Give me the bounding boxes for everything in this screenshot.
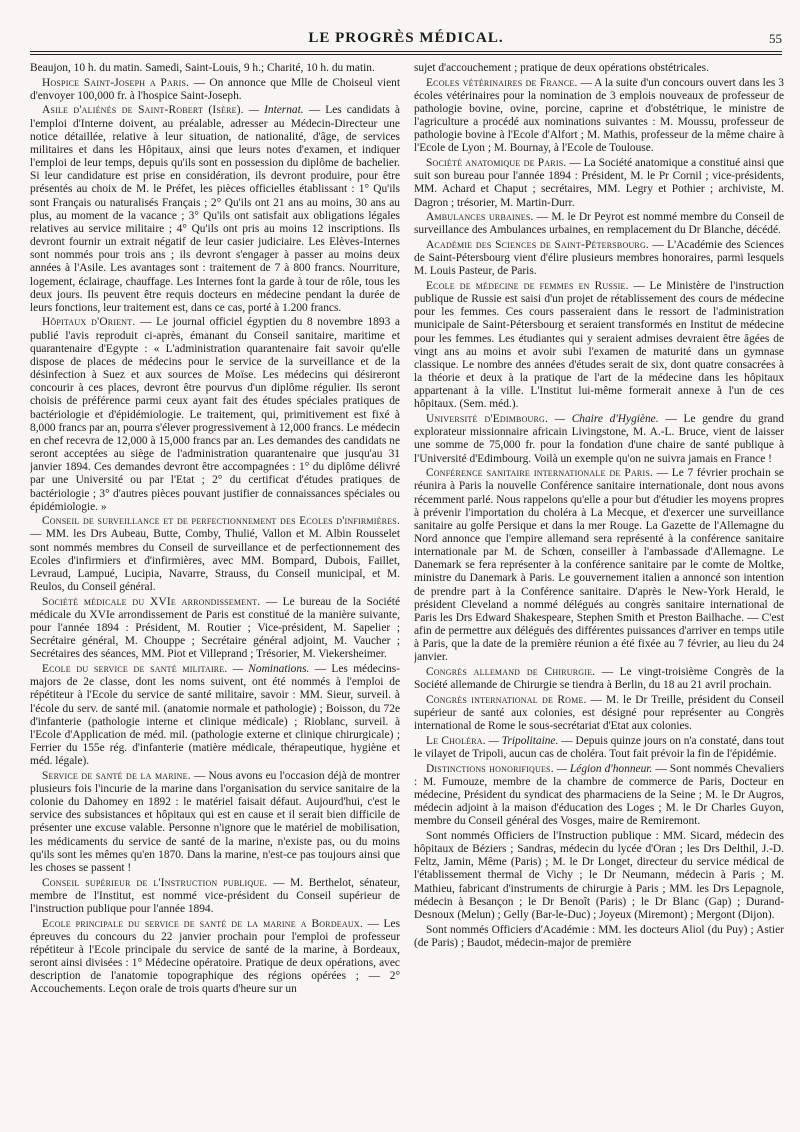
news-item-heading: Université d'Edimbourg. bbox=[426, 413, 549, 426]
news-item bbox=[30, 515, 400, 594]
news-item bbox=[30, 663, 400, 768]
page-header bbox=[30, 26, 782, 50]
journal-title: LE PROGRÈS MÉDICAL. bbox=[308, 30, 504, 46]
news-item-heading: Ecole principale du service de santé de la marine a Bordeaux. bbox=[42, 917, 363, 930]
news-item bbox=[414, 239, 784, 278]
news-item-text: — Les épreuves du concours du 22 janvier prochain pour l'emploi de professeur répétiteur à l'Ecole principale du service de santé de la marine, à Bordeaux, seront ainsi divisées : 1° Médecine opératoire. Pratique de deux opérations, avec description de l'anatomie topographique des régions opérées ; — 2° Accouchements. Leçon orale de trois quarts d'heure sur un bbox=[30, 917, 400, 996]
news-item-text: Sont nommés Officiers de l'Instruction publique : MM. Sicard, médecin des hôpitaux de Béziers ; Sandras, médecin du lycée d'Oran ; les Drs Delthil, J.-D. Feltz, Jamin, Même (Paris) ; M. le Dr Longet, directeur du service médical de l'établissement thermal de Vichy ; le Dr Neumann, médecin à Paris ; M. Mathieu, fabricant d'instruments de chirurgie à Paris ; MM. les Drs Lepagnole, médecin à Besançon ; le Dr Benoît (Paris) ; le Dr Blanc (Gap) ; Durand-Desnoux (Melun) ; Gelly (Bar-le-Duc) ; Joyeux (Miremont) ; Mergont (Dijon). bbox=[414, 829, 784, 921]
news-item bbox=[414, 830, 784, 922]
news-item bbox=[414, 735, 784, 761]
news-item bbox=[414, 211, 784, 237]
news-item-text: — Le Ministère de l'instruction publique de Russie est saisi d'un projet de rétablissement des cours de médecine pour les femmes. Ces cours passeraient dans le ressort de l'administration municipale de Saint-Pétersbourg et seraient transformés en Institut de médecine pour les femmes. Les étudiantes qui y seraient admises devraient être âgées de vingt ans au moins et avoir subi l'examen de maturité dans un gymnase classique. Le nombre des années d'études serait de six, dont quatre consacrées à la théorie et deux à la pratique de l'art de la médecine dans les hôpitaux appartenant à la ville. L'Institut lui-même formerait annexe à l'un de ces hôpitaux. (Sem. méd.). bbox=[414, 280, 784, 411]
news-item-text: — Depuis quinze jours on n'a constaté, dans tout le vilayet de Tripoli, aucun cas de choléra. Tout fait prévoir la fin de l'épidémie. bbox=[414, 734, 784, 760]
news-item-heading: Asile d'aliénés de Saint-Robert (Isère). bbox=[42, 104, 244, 117]
news-item-text: — Nous avons eu l'occasion déjà de montrer plusieurs fois l'incurie de la marine dans l'organisation du service sanitaire de la colonie du Dahomey en 1892 : le matériel faisait défaut. Aujourd'hui, c'est le service des subsistances et hôpitaux qui est en cause et il serait bien difficile de présenter une excuse valable. Personne n'ignore que le matériel de mobilisation, les médicaments du service de santé de la marine, n'existe pas, ou du moins qu'ils sont les mêmes qu'en 1870. Dans la marine, n'est-ce pas toujours ainsi que les choses se passent ! bbox=[30, 769, 400, 874]
news-item bbox=[414, 62, 784, 75]
news-item-text: — Le vingt-troisième Congrès de la Société allemande de Chirurgie se tiendra à Berlin, du 18 au 21 avril prochain. bbox=[414, 666, 784, 692]
news-item-subheading: — Internat. bbox=[243, 104, 304, 117]
news-item bbox=[414, 413, 784, 466]
news-item bbox=[30, 877, 400, 916]
news-item-heading: Conseil de surveillance et de perfectionnement des Ecoles d'infirmières. bbox=[42, 515, 400, 528]
news-item bbox=[414, 666, 784, 692]
right-column bbox=[414, 62, 784, 1122]
news-item-text: — Le gendre du grand explorateur missionnaire africain Livingstone, M. A.-L. Bruce, vient de laisser une somme de 75,000 fr. pour la fondation d'une chaire de santé publique à l'Université d'Edimbourg. Voilà un exemple qu'on ne suivra jamais en France ! bbox=[414, 413, 784, 465]
news-item-heading: Distinctions honorifiques. bbox=[426, 762, 554, 775]
news-item-text: — MM. les Drs Aubeau, Butte, Comby, Thulié, Vallon et M. Albin Rousselet sont nommés membres du Conseil de surveillance et de perfectionnement des Ecoles d'infirmiers et d'infirmières, avec MM. Bompard, Dubois, Faillet, Levraud, Lampué, Lucipia, Navarre, Strauss, du Conseil municipal, et M. Reulos, du Conseil général. bbox=[30, 528, 400, 594]
news-item bbox=[30, 62, 400, 75]
news-item-text: — Les médecins-majors de 2e classe, dont les noms suivent, ont été nommés à l'emploi de répétiteur à l'Ecole du service de santé militaire, savoir : MM. Sieur, surveil. à l'école du serv. de santé mil. (anatomie normale et pathologie) ; Boisson, du 72e d'infanterie (pathologie interne et clinique médicale) ; Rioblanc, surveil. à l'Ecole d'Application de méd. mil. (pathologie externe et clinique chirurgicale) ; Ferrier du 155e rég. d'infanterie (matière médicale, thérapeutique, hygiène et méd. légale). bbox=[30, 663, 400, 768]
news-item-text: — On annonce que Mlle de Choiseul vient d'envoyer 100,000 fr. à l'hospice Saint-Joseph. bbox=[30, 76, 400, 102]
news-item-text: — Le bureau de la Société médicale du XVIe arrondissement de Paris est constitué de la manière suivante, pour l'année 1894 : Président, M. Routier ; Vice-président, M. Sapelier ; Secrétaire général, M. Chouppe ; Secrétaire général adjoint, M. Vaucher ; Secrétaires des séances, MM. Piot et Villeprand ; Trésorier, M. Viekersheimer. bbox=[30, 595, 400, 661]
news-item bbox=[30, 104, 400, 315]
news-item-subheading: — Tripolitaine. bbox=[485, 734, 559, 747]
news-item-text: — Les candidats à l'emploi d'Interne doivent, au préalable, adresser au Médecin-Directeur une notice détaillée, relative à leur situation, de nationalité, d'âge, de services militaires et dans les Hôpitaux, ainsi que leurs notes d'examen, et indiquer l'emploi de leur temps, depuis qu'ils sont en possession du diplôme de bachelier. Si leur candidature est prise en considération, ils devront produire, pour être présentés au choix de M. le Préfet, les pièces officielles établissant : 1° Qu'ils sont Français ou naturalisés Français ; 2° Qu'ils ont 21 ans au moins, 30 ans au plus, au moment de la vacance ; 3° Qu'ils ont satisfait aux obligations légales relatives au service militaire ; 4° Qu'ils ont pris au moins 12 inscriptions. Ils devront fournir un extrait négatif de leur casier judiciaire. Les Elèves-Internes sont nommés pour trois ans ; ils devront s'engager à passer au moins deux années à l'Asile. Les avantages sont : traitement de 7 à 800 francs. Nourriture, logement, éclairage, chauffage. Les Internes font la garde à tour de rôle, tous les deux jours. Ils peuvent être requis docteurs en médecine pendant la durée de leurs fonctions, leur traitement est, dans ce cas, porté à 1.200 francs. bbox=[30, 104, 400, 314]
news-item-text: — L'Académie des Sciences de Saint-Pétersbourg vient d'élire plusieurs membres honoraires, parmi lesquels M. Louis Pasteur, de Paris. bbox=[414, 239, 784, 278]
news-item-text: Beaujon, 10 h. du matin. Samedi, Saint-Louis, 9 h.; Charité, 10 h. du matin. bbox=[30, 62, 375, 74]
news-item bbox=[414, 763, 784, 829]
news-item-heading: Le Choléra. bbox=[426, 734, 486, 747]
news-item bbox=[414, 157, 784, 210]
news-item-heading: Service de santé de la marine. bbox=[42, 769, 191, 782]
page-number: 55 bbox=[769, 31, 782, 46]
left-column bbox=[30, 62, 400, 1122]
news-item bbox=[414, 280, 784, 412]
news-item-heading: Société anatomique de Paris. bbox=[426, 157, 567, 170]
news-item-text: — Le 7 février prochain se réunira à Paris la nouvelle Conférence sanitaire internationale, dont nous avons récemment parlé. Nous rappelons qu'elle a pour but d'étudier les moyens propres à prévenir l'importation du choléra à La Mecque, et d'exercer une surveillance sanitaire au golfe Persique et dans la mer Rouge. La Gazette de l'Allemagne du Nord annonce que l'empire allemand sera représenté à la conférence sanitaire internationale par M. de Schœn, conseiller à l'ambassade d'Allemagne. Le Danemark se fera représenter à la conférence sanitaire par le comte de Moltke, ministre du Danemark à Paris. Le gouvernement italien a annoncé son intention de prendre part à la Conférence sanitaire. D'après le New-York Herald, le président Cleveland a nommé délégués au congrès sanitaire international de Paris les Drs Edward Shakespeare, Stephen Smith et Preston Bailhache. — C'est afin de permettre aux délégués des différentes puissances d'arriver en temps utile à Paris, que la date de la première réunion a été fixée au 7 février, au lieu du 24 janvier. bbox=[414, 467, 784, 664]
news-item bbox=[30, 596, 400, 662]
news-item-heading: Académie des Sciences de Saint-Pétersbourg. bbox=[426, 239, 649, 252]
news-item bbox=[414, 924, 784, 950]
news-item-heading: Congrès international de Rome. bbox=[426, 693, 587, 706]
news-item bbox=[414, 467, 784, 664]
news-item-subheading: — Légion d'honneur. bbox=[553, 762, 653, 775]
news-item bbox=[414, 77, 784, 156]
news-item-heading: Hospice Saint-Joseph a Paris. bbox=[42, 76, 190, 89]
news-item-text: Sont nommés Officiers d'Académie : MM. les docteurs Aliol (du Puy) ; Astier (de Paris) ; Baudot, médecin-major de première bbox=[414, 923, 784, 949]
news-item-subheading: — Nominations. bbox=[227, 663, 310, 676]
news-item-heading: Ambulances urbaines. bbox=[426, 211, 534, 224]
news-item-heading: Ecole de médecine de femmes en Russie. bbox=[426, 280, 629, 292]
news-item-text: sujet d'accouchement ; pratique de deux opérations obstétricales. bbox=[414, 62, 709, 74]
news-item-heading: Ecole du service de santé militaire. bbox=[42, 663, 228, 676]
news-item bbox=[30, 316, 400, 513]
news-item-heading: Conférence sanitaire internationale de Paris. bbox=[426, 467, 654, 480]
header-rule bbox=[30, 51, 782, 52]
news-item bbox=[30, 918, 400, 997]
header-rule-double bbox=[30, 54, 782, 55]
news-item-text: — M. le Dr Peyrot est nommé membre du Conseil de surveillance des Ambulances urbaines, en remplacement du Dr Blanche, décédé. bbox=[414, 211, 784, 237]
news-item-text: — La Société anatomique a constitué ainsi que suit son bureau pour l'année 1894 : Président, M. le Pr Cornil ; vice-présidents, MM. Achard et Chaput ; secrétaires, MM. Legry et Pothier ; archiviste, M. Dagron ; trésorier, M. Martin-Durr. bbox=[414, 157, 784, 209]
news-item-text: — M. Berthelot, sénateur, membre de l'Institut, est nommé vice-président du Conseil supérieur de l'instruction publique pour l'année 1894. bbox=[30, 876, 400, 915]
news-item-subheading: — Chaire d'Hygiène. bbox=[548, 413, 659, 426]
news-item-text: — M. le Dr Treille, président du Conseil supérieur de santé aux colonies, est désigné pour représenter au Congrès international de Rome le sous-secrétariat d'Etat aux colonies. bbox=[414, 693, 784, 733]
news-item-text: — Sont nommés Chevaliers : M. Fumouze, membre de la chambre de commerce de Paris, Docteur en médecine, Président du syndicat des pharmaciens de la Seine ; M. le Dr Augros, médecin adjoint à la maison d'éducation des Loges ; M. le Dr Charles Guyon, membre du Conseil général des Vosges, maire de Remiremont. bbox=[414, 762, 784, 828]
news-item-heading: Société médicale du XVIe arrondissement. bbox=[42, 595, 261, 608]
news-item-heading: Ecoles vétérinaires de France. bbox=[426, 76, 578, 89]
news-item-heading: Congrès allemand de Chirurgie. bbox=[426, 666, 596, 679]
news-item-text: — Le journal officiel égyptien du 8 novembre 1893 a publié l'avis reproduit ci-après, émanant du Conseil sanitaire, maritime et quarantenaire d'Egypte : « L'administration quarantenaire fait savoir qu'elle dispose de places de médecins pour le service de la surveillance et de la désinfection à Suez et aux sources de Moïse. Les médecins qui désireront concourir à ces places, devront être pourvus d'un diplôme régulier. Ils seront choisis de préférence parmi ceux ayant fait des études spéciales pratiques de bactériologie et d'épidémiologie. Le traitement, qui, primitivement est fixé à 8,000 francs par an, pourra s'élever progressivement à 12,000 francs. Le médecin en chef recevra de 12,000 à 15,000 francs par an. Les demandes des candidats ne seront acceptées au siège de l'administration quarantenaire que jusqu'au 31 janvier 1894. Ces demandes devront être accompagnées : 1° du diplôme délivré par une Université ou par l'Etat ; 2° du certificat d'études pratiques de bactériologie ; 3° d'autres pièces pouvant justifier de connaissances spéciales ou épidémiologie. » bbox=[30, 316, 400, 513]
news-item-heading: Conseil supérieur de l'Instruction publique. bbox=[42, 876, 268, 889]
news-item-heading: Hôpitaux d'Orient. bbox=[42, 316, 136, 329]
news-item bbox=[30, 77, 400, 103]
news-item-text: — A la suite d'un concours ouvert dans les 3 écoles vétérinaires pour la nomination de 3 emplois nouveaux de professeur de pathologie bovine, ovine, porcine, caprine et d'obstétrique, le ministre de l'agriculture a procédé aux nominations suivantes : M. Moussu, professeur de pathologie bovine à l'Ecole d'Alfort ; M. Mathis, professeur de la même chaire à l'Ecole de Lyon ; M. Bournay, à l'Ecole de Toulouse. bbox=[414, 76, 784, 155]
news-item bbox=[30, 770, 400, 875]
news-item bbox=[414, 694, 784, 733]
